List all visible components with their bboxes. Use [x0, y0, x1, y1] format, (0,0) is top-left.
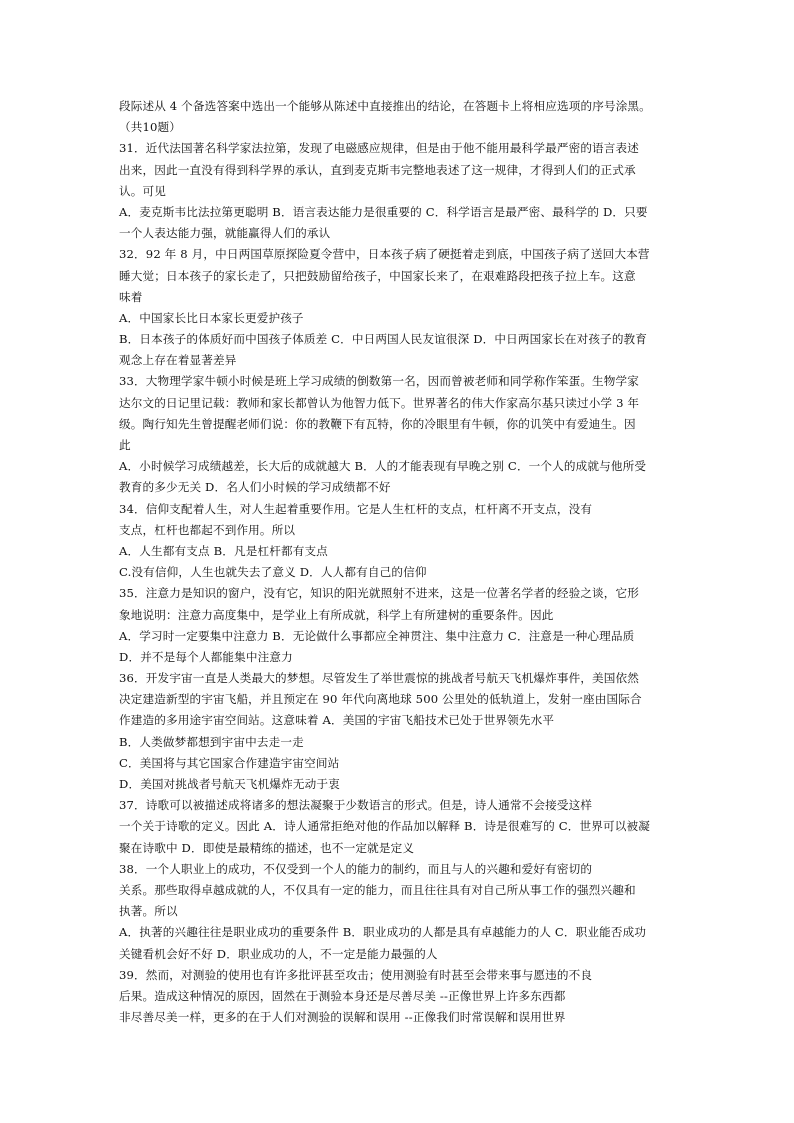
- question-33-options: A．小时候学习成绩越差，长大后的成就越大 B．人的才能表现有早晚之别 C．一个人的成就与他所受: [119, 459, 647, 474]
- question-39-stem: 39．然而，对测验的使用也有许多批评甚至攻击；使用测验有时甚至会带来事与愿违的不良: [119, 967, 593, 982]
- question-36-stem: 决定建造新型的宇宙飞船，并且预定在 90 年代向离地球 500 公里处的低轨道上，发射一座由国际合: [119, 692, 642, 707]
- question-31-stem: 出来，因此一直没有得到科学界的承认，直到麦克斯韦完整地表述了这一规律，才得到人们的正式承: [119, 162, 636, 177]
- question-36-option-d: D．美国对挑战者号航天飞机爆炸无动于衷: [119, 777, 340, 791]
- question-32-options: B．日本孩子的体质好而中国孩子体质差 C．中日两国人民友谊很深 D．中日两国家长在对孩子的教育: [119, 332, 648, 347]
- question-32-stem: 32．92 年 8 月，中日两国草原探险夏令营中，日本孩子病了硬挺着走到底，中国孩子病了送回大本营: [119, 247, 650, 262]
- question-33-options: 教育的多少无关 D．名人们小时候的学习成绩都不好: [119, 480, 391, 495]
- question-33-stem: 达尔文的日记里记载：教师和家长都曾认为他智力低下。世界著名的伟大作家高尔基只读过小学 3 年: [119, 395, 640, 410]
- question-33-stem: 此: [119, 438, 131, 452]
- question-32-option-a: A．中国家长比日本家长更爱护孩子: [119, 310, 304, 325]
- question-37-options: 一个关于诗歌的定义。因此 A．诗人通常拒绝对他的作品加以解释 B．诗是很难写的 C．世界可以被凝: [119, 819, 650, 834]
- question-35-stem: 象地说明：注意力高度集中，是学业上有所成就，科学上有所建树的重要条件。因此: [119, 607, 554, 622]
- question-32-options: 观念上存在着显著差异: [119, 353, 237, 368]
- question-31-stem: 认。可见: [119, 183, 166, 198]
- question-38-stem: 执著。所以: [119, 904, 178, 919]
- question-31-options: A．麦克斯韦比法拉第更聪明 B．语言表达能力是很重要的 C．科学语言是最严密、最科学的 D．只要: [119, 204, 648, 219]
- question-34-stem: 34．信仰支配着人生，对人生起着重要作用。它是人生杠杆的支点，杠杆离不开支点，没有: [119, 501, 593, 516]
- question-35-options: A．学习时一定要集中注意力 B．无论做什么事都应全神贯注、集中注意力 C．注意是一种心理品质: [119, 628, 635, 643]
- question-36-option-b: B．人类做梦都想到宇宙中去走一走: [119, 734, 304, 749]
- question-33-stem: 级。陶行知先生曾提醒老师们说：你的教鞭下有瓦特，你的冷眼里有牛顿，你的讥笑中有爱迪生。因: [119, 416, 636, 431]
- question-31-options: 一个人表达能力强，就能赢得人们的承认: [119, 226, 331, 241]
- question-34-stem: 支点，杠杆也都起不到作用。所以: [119, 522, 296, 537]
- instructions-line: 段际述从 4 个备选答案中选出一个能够从陈述中直接推出的结论，在答题卡上将相应选项的序号涂黑。: [119, 99, 651, 113]
- question-34-options: A．人生都有支点 B．凡是杠杆都有支点: [119, 543, 328, 558]
- question-38-stem: 关系。那些取得卓越成就的人，不仅具有一定的能力，而且往往具有对自己所从事工作的强烈兴趣和: [119, 882, 636, 897]
- question-34-options: C.没有信仰，人生也就失去了意义 D．人人都有自己的信仰: [119, 565, 427, 580]
- question-32-stem: 睡大觉；日本孩子的家长走了，只把鼓励留给孩子，中国家长来了，在艰难路段把孩子拉上车。这意: [119, 268, 636, 283]
- question-39-stem: 后果。造成这种情况的原因，固然在于测验本身还是尽善尽美 --正像世界上许多东西都: [119, 988, 566, 1003]
- question-35-stem: 35．注意力是知识的窗户，没有它，知识的阳光就照射不进来，这是一位著名学者的经验之谈，它形: [119, 586, 640, 601]
- document-body: [119, 96, 669, 1028]
- question-39-stem: 非尽善尽美一样，更多的在于人们对测验的误解和误用 --正像我们时常误解和误用世界: [119, 1010, 566, 1025]
- question-31-stem: 31．近代法国著名科学家法拉第，发现了电磁感应规律，但是由于他不能用最科学最严密的语言表述: [119, 141, 640, 156]
- question-36-stem: 36．开发宇宙一直是人类最大的梦想。尽管发生了举世震惊的挑战者号航天飞机爆炸事件，美国依然: [119, 671, 640, 686]
- question-38-options: A．执著的兴趣往往是职业成功的重要条件 B．职业成功的人都是具有卓越能力的人 C．职业能否成功: [119, 925, 647, 940]
- question-38-options: 关键看机会好不好 D．职业成功的人，不一定是能力最强的人: [119, 946, 438, 961]
- question-37-stem: 37．诗歌可以被描述成将诸多的想法凝聚于少数语言的形式。但是，诗人通常不会接受这样: [119, 798, 593, 813]
- question-38-stem: 38．一个人职业上的成功，不仅受到一个人的能力的制约，而且与人的兴趣和爱好有密切的: [119, 861, 593, 876]
- question-32-stem: 味着: [119, 289, 143, 304]
- question-35-option-d: D．并不是每个人都能集中注意力: [119, 649, 293, 664]
- question-36-stem: 作建造的多用途宇宙空间站。这意味着 A．美国的宇宙飞船技术已处于世界领先水平: [119, 713, 555, 728]
- question-33-stem: 33．大物理学家牛顿小时候是班上学习成绩的倒数第一名，因而曾被老师和同学称作笨蛋。生物学家: [119, 374, 640, 389]
- question-37-options: 聚在诗歌中 D．即使是最精练的描述，也不一定就是定义: [119, 840, 415, 855]
- instructions-count: （共10题）: [119, 120, 182, 135]
- question-36-option-c: C．美国将与其它国家合作建造宇宙空间站: [119, 755, 340, 770]
